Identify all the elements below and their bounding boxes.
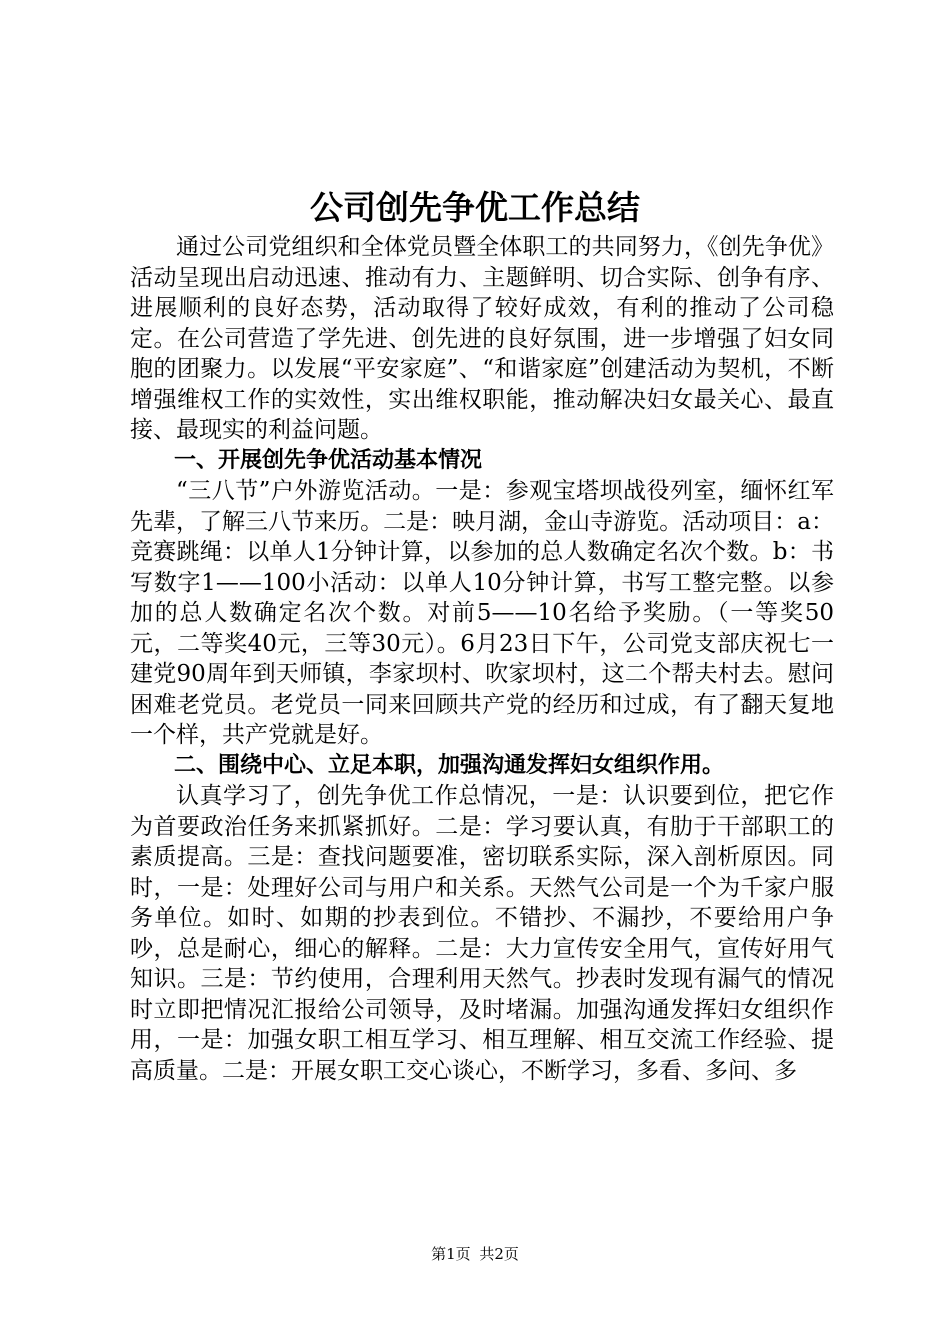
section-heading-1: 一、开展创先争优活动基本情况 — [174, 447, 483, 473]
section-heading-2: 二、围绕中心、立足本职，加强沟通发挥妇女组织作用。 — [174, 752, 725, 778]
page-footer — [0, 1244, 950, 1264]
page-total: 共2页 — [479, 1245, 519, 1263]
paragraph-communication: 认真学习了，创先争优工作总情况，一是：认识要到位，把它作为首要政治任务来抓紧抓好。二是：学习要认真，有肋于干部职工的素质提高。三是：查找问题要准，密切联系实际，深入剖析原因。同时，一是：处理好公司与用户和关系。天然气公司是一个为千家户服务单位。如时、如期的抄表到位。不错抄、不漏抄，不要给用户争吵，总是耐心，细心的解释。二是：大力宣传安全用气，宣传好用气知识。三是：节约使用，合理利用天然气。抄表时发现有漏气的情况时立即把情况汇报给公司领导，及时堵漏。加强沟通发挥妇女组织作用，一是：加强女职工相互学习、相互理解、相互交流工作经验、提高质量。二是：开展女职工交心谈心，不断学习，多看、多问、多 — [130, 783, 834, 1084]
document-title: 公司创先争优工作总结 — [310, 188, 640, 227]
page-number: 第1页 — [431, 1245, 471, 1263]
document-body — [130, 232, 834, 1086]
paragraph-intro: 通过公司党组织和全体党员暨全体职工的共同努力，《创先争优》活动呈现出启动迅速、推动有力、主题鲜明、切合实际、创争有序、进展顺利的良好态势，活动取得了较好成效，有利的推动了公司稳定。在公司营造了学先进、创先进的良好氛围，进一步增强了妇女同胞的团聚力。以发展“平安家庭”、“和谐家庭”创建活动为契机，不断增强维权工作的实效性，实出维权职能，推动解决妇女最关心、最直接、最现实的利益问题。 — [130, 234, 834, 443]
paragraph-activities: “三八节”户外游览活动。一是：参观宝塔坝战役列室，缅怀红军先辈，了解三八节来历。二是：映月湖，金山寺游览。活动项目：a：竞赛跳绳：以单人1分钟计算，以参加的总人数确定名次个数。b：书写数字1——100小活动：以单人10分钟计算，书写工整完整。以参加的总人数确定名次个数。对前5——10名给予奖励。（一等奖50元，二等奖40元，三等30元）。6月23日下午，公司党支部庆祝七一建党90周年到天师镇，李家坝村、吹家坝村，这二个帮夫村去。慰问困难老党员。老党员一同来回顾共产党的经历和过成，有了翻天复地一个样，共产党就是好。 — [130, 478, 834, 748]
